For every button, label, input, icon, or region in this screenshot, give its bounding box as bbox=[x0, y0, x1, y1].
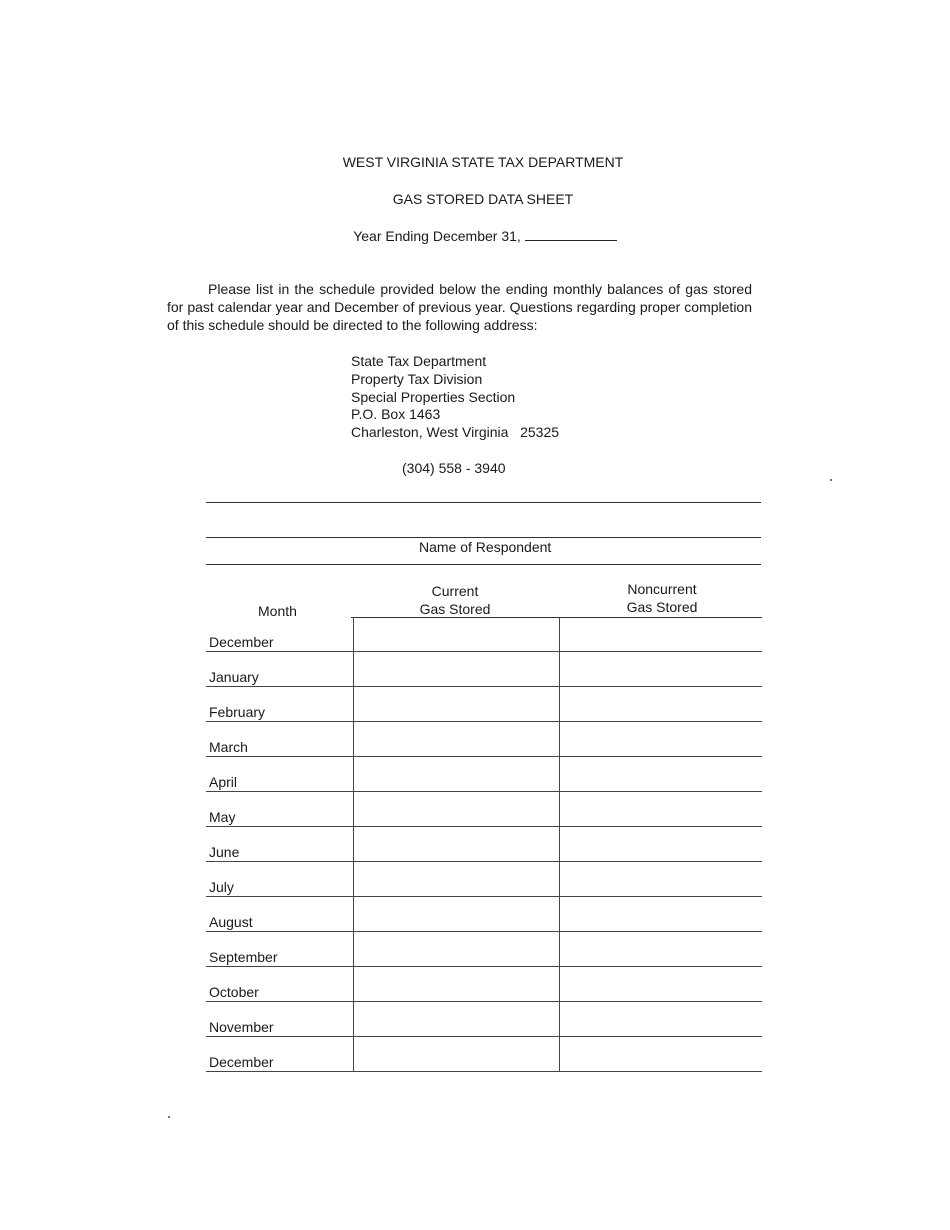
current-gas-stored-cell[interactable] bbox=[354, 967, 560, 1002]
table-row bbox=[206, 722, 762, 757]
address-line: P.O. Box 1463 bbox=[351, 406, 441, 423]
month-cell bbox=[206, 897, 354, 932]
month-label: December bbox=[209, 1054, 274, 1070]
month-label: August bbox=[209, 914, 253, 930]
month-cell bbox=[206, 757, 354, 792]
scan-speck bbox=[830, 479, 832, 481]
month-cell bbox=[206, 687, 354, 722]
agency-heading: WEST VIRGINIA STATE TAX DEPARTMENT bbox=[342, 154, 624, 170]
year-ending-label: Year Ending December 31, bbox=[353, 228, 521, 244]
month-column-header: Month bbox=[258, 603, 297, 619]
month-cell bbox=[206, 862, 354, 897]
header-line: Current bbox=[431, 583, 479, 599]
month-label: July bbox=[209, 879, 234, 895]
current-gas-stored-cell[interactable] bbox=[354, 932, 560, 967]
header-line: Noncurrent bbox=[627, 581, 697, 597]
noncurrent-gas-stored-cell[interactable] bbox=[560, 792, 763, 827]
noncurrent-gas-stored-cell[interactable] bbox=[560, 827, 763, 862]
scan-speck bbox=[168, 1116, 170, 1118]
month-label: April bbox=[209, 774, 238, 790]
current-gas-stored-cell[interactable] bbox=[354, 1037, 560, 1072]
current-gas-stored-cell[interactable] bbox=[354, 687, 560, 722]
month-label: March bbox=[209, 739, 248, 755]
phone-number: (304) 558 - 3940 bbox=[402, 460, 506, 476]
noncurrent-gas-stored-cell[interactable] bbox=[560, 722, 763, 757]
sheet-title: GAS STORED DATA SHEET bbox=[392, 191, 574, 207]
month-cell bbox=[206, 967, 354, 1002]
table-row bbox=[206, 652, 762, 687]
current-gas-stored-cell[interactable] bbox=[354, 792, 560, 827]
month-label: May bbox=[209, 809, 236, 825]
noncurrent-gas-stored-cell[interactable] bbox=[560, 862, 763, 897]
noncurrent-gas-stored-cell[interactable] bbox=[560, 1037, 763, 1072]
year-input-blank[interactable] bbox=[525, 228, 617, 241]
noncurrent-gas-stored-cell[interactable] bbox=[560, 652, 763, 687]
noncurrent-gas-stored-cell[interactable] bbox=[560, 617, 763, 652]
month-label: October bbox=[209, 984, 259, 1000]
month-label: September bbox=[209, 949, 278, 965]
address-line: Charleston, West Virginia 25325 bbox=[351, 424, 560, 441]
table-row bbox=[206, 897, 762, 932]
table-row bbox=[206, 1002, 762, 1037]
month-cell bbox=[206, 1002, 354, 1037]
noncurrent-gas-stored-cell[interactable] bbox=[560, 967, 763, 1002]
month-label: December bbox=[209, 634, 274, 650]
address-line: Property Tax Division bbox=[351, 370, 483, 387]
respondent-entry-line[interactable] bbox=[206, 502, 761, 503]
table-row bbox=[206, 1037, 762, 1072]
respondent-label: Name of Respondent bbox=[419, 539, 552, 555]
month-label: June bbox=[209, 844, 240, 860]
current-gas-stored-cell[interactable] bbox=[354, 722, 560, 757]
month-label: January bbox=[209, 669, 259, 685]
header-line: Gas Stored bbox=[419, 601, 491, 617]
month-label: November bbox=[209, 1019, 274, 1035]
address-line: Special Properties Section bbox=[351, 388, 516, 405]
gas-stored-schedule-table bbox=[206, 617, 762, 1072]
respondent-rule-top bbox=[206, 537, 761, 538]
table-row bbox=[206, 932, 762, 967]
month-cell bbox=[206, 617, 354, 652]
month-cell bbox=[206, 652, 354, 687]
address-line: State Tax Department bbox=[351, 353, 487, 369]
table-row bbox=[206, 687, 762, 722]
noncurrent-gas-stored-cell[interactable] bbox=[560, 932, 763, 967]
table-row bbox=[206, 757, 762, 792]
table-row bbox=[206, 617, 762, 652]
current-gas-column-header bbox=[410, 582, 500, 618]
current-gas-stored-cell[interactable] bbox=[354, 757, 560, 792]
current-gas-stored-cell[interactable] bbox=[354, 1002, 560, 1037]
month-cell bbox=[206, 792, 354, 827]
year-ending-line bbox=[10, 228, 950, 244]
table-row bbox=[206, 827, 762, 862]
table-row bbox=[206, 862, 762, 897]
current-gas-stored-cell[interactable] bbox=[354, 827, 560, 862]
current-gas-stored-cell[interactable] bbox=[354, 862, 560, 897]
current-gas-stored-cell[interactable] bbox=[354, 652, 560, 687]
month-cell bbox=[206, 722, 354, 757]
month-cell bbox=[206, 827, 354, 862]
noncurrent-gas-stored-cell[interactable] bbox=[560, 687, 763, 722]
noncurrent-gas-column-header bbox=[612, 580, 712, 616]
mailing-address bbox=[351, 353, 559, 442]
current-gas-stored-cell[interactable] bbox=[354, 617, 560, 652]
table-row bbox=[206, 792, 762, 827]
noncurrent-gas-stored-cell[interactable] bbox=[560, 757, 763, 792]
month-cell bbox=[206, 932, 354, 967]
header-line: Gas Stored bbox=[626, 599, 698, 615]
noncurrent-gas-stored-cell[interactable] bbox=[560, 1002, 763, 1037]
table-row bbox=[206, 967, 762, 1002]
respondent-rule-bottom bbox=[206, 564, 761, 565]
noncurrent-gas-stored-cell[interactable] bbox=[560, 897, 763, 932]
current-gas-stored-cell[interactable] bbox=[354, 897, 560, 932]
instructions-paragraph: Please list in the schedule provided below the ending monthly balances of gas stored for past calendar year and December of previous year. Questions regarding proper completion of this schedule should be directed to the following address: bbox=[167, 281, 752, 333]
month-label: February bbox=[209, 704, 266, 720]
month-cell bbox=[206, 1037, 354, 1072]
